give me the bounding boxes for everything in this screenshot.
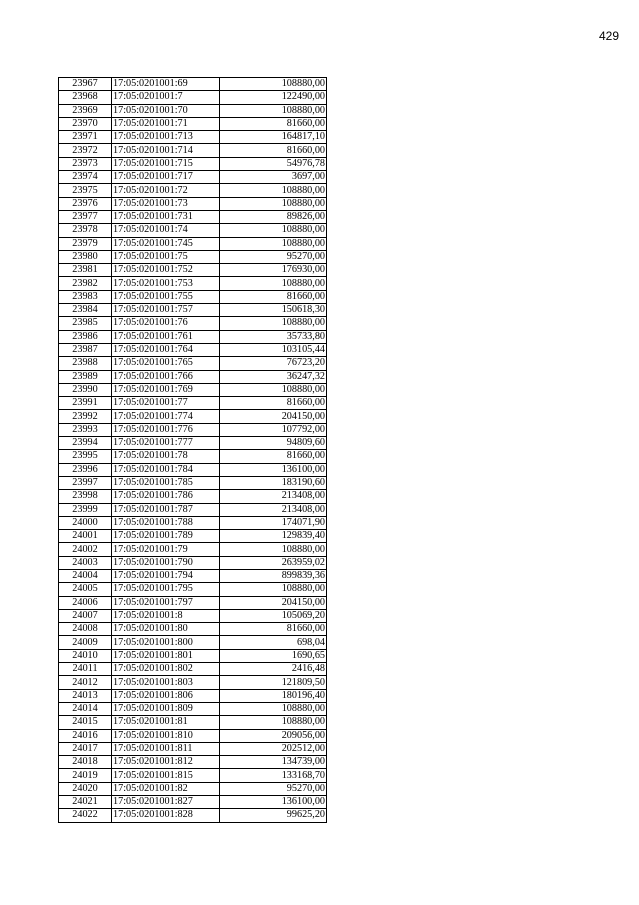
cadastral-value-cell: 108880,00 — [220, 104, 327, 117]
table-row — [59, 117, 327, 130]
row-number-cell: 23976 — [59, 197, 112, 210]
cadastral-number-cell: 17:05:0201001:769 — [112, 383, 220, 396]
cadastral-number-cell: 17:05:0201001:811 — [112, 742, 220, 755]
row-number-cell: 23979 — [59, 237, 112, 250]
table-row — [59, 516, 327, 529]
cadastral-number-cell: 17:05:0201001:76 — [112, 317, 220, 330]
page-number: 429 — [598, 29, 619, 43]
table-row — [59, 796, 327, 809]
table-row — [59, 410, 327, 423]
cadastral-number-cell: 17:05:0201001:77 — [112, 397, 220, 410]
cadastral-number-cell: 17:05:0201001:786 — [112, 490, 220, 503]
row-number-cell: 23998 — [59, 490, 112, 503]
cadastral-number-cell: 17:05:0201001:764 — [112, 343, 220, 356]
table-row — [59, 689, 327, 702]
cadastral-number-cell: 17:05:0201001:812 — [112, 756, 220, 769]
cadastral-number-cell: 17:05:0201001:715 — [112, 157, 220, 170]
table-row — [59, 343, 327, 356]
table-row — [59, 397, 327, 410]
cadastral-value-cell: 81660,00 — [220, 623, 327, 636]
cadastral-number-cell: 17:05:0201001:809 — [112, 702, 220, 715]
table-row — [59, 463, 327, 476]
cadastral-number-cell: 17:05:0201001:784 — [112, 463, 220, 476]
cadastral-value-cell: 122490,00 — [220, 91, 327, 104]
cadastral-value-cell: 183190,60 — [220, 476, 327, 489]
cadastral-value-cell: 81660,00 — [220, 117, 327, 130]
cadastral-value-cell: 95270,00 — [220, 250, 327, 263]
table-row — [59, 144, 327, 157]
row-number-cell: 23999 — [59, 503, 112, 516]
cadastral-value-cell: 136100,00 — [220, 463, 327, 476]
cadastral-value-cell: 1690,65 — [220, 649, 327, 662]
cadastral-value-cell: 2416,48 — [220, 663, 327, 676]
table-row — [59, 556, 327, 569]
cadastral-number-cell: 17:05:0201001:827 — [112, 796, 220, 809]
cadastral-value-cell: 108880,00 — [220, 184, 327, 197]
cadastral-value-cell: 108880,00 — [220, 224, 327, 237]
cadastral-number-cell: 17:05:0201001:82 — [112, 782, 220, 795]
table-row — [59, 702, 327, 715]
table-row — [59, 476, 327, 489]
cadastral-value-cell: 94809,60 — [220, 437, 327, 450]
cadastral-number-cell: 17:05:0201001:80 — [112, 623, 220, 636]
table-row — [59, 131, 327, 144]
table-row — [59, 210, 327, 223]
row-number-cell: 23971 — [59, 131, 112, 144]
cadastral-number-cell: 17:05:0201001:79 — [112, 543, 220, 556]
row-number-cell: 23972 — [59, 144, 112, 157]
row-number-cell: 24001 — [59, 530, 112, 543]
row-number-cell: 23990 — [59, 383, 112, 396]
cadastral-number-cell: 17:05:0201001:803 — [112, 676, 220, 689]
row-number-cell: 23985 — [59, 317, 112, 330]
cadastral-value-cell: 36247,32 — [220, 370, 327, 383]
cadastral-number-cell: 17:05:0201001:794 — [112, 569, 220, 582]
table-row — [59, 357, 327, 370]
table-row — [59, 237, 327, 250]
cadastral-value-cell: 174071,90 — [220, 516, 327, 529]
row-number-cell: 24020 — [59, 782, 112, 795]
cadastral-value-cell: 136100,00 — [220, 796, 327, 809]
cadastral-value-cell: 129839,40 — [220, 530, 327, 543]
cadastral-number-cell: 17:05:0201001:774 — [112, 410, 220, 423]
table-row — [59, 184, 327, 197]
cadastral-number-cell: 17:05:0201001:7 — [112, 91, 220, 104]
row-number-cell: 23987 — [59, 343, 112, 356]
cadastral-value-cell: 133168,70 — [220, 769, 327, 782]
table-row — [59, 583, 327, 596]
cadastral-number-cell: 17:05:0201001:802 — [112, 663, 220, 676]
cadastral-number-cell: 17:05:0201001:789 — [112, 530, 220, 543]
table-row — [59, 742, 327, 755]
cadastral-value-cell: 899839,36 — [220, 569, 327, 582]
cadastral-value-cell: 105069,20 — [220, 609, 327, 622]
cadastral-number-cell: 17:05:0201001:755 — [112, 290, 220, 303]
cadastral-value-cell: 89826,00 — [220, 210, 327, 223]
table-row — [59, 503, 327, 516]
row-number-cell: 24021 — [59, 796, 112, 809]
row-number-cell: 23983 — [59, 290, 112, 303]
cadastral-value-cell: 164817,10 — [220, 131, 327, 144]
row-number-cell: 23980 — [59, 250, 112, 263]
cadastral-number-cell: 17:05:0201001:69 — [112, 78, 220, 91]
table-row — [59, 676, 327, 689]
cadastral-number-cell: 17:05:0201001:797 — [112, 596, 220, 609]
cadastral-value-cell: 95270,00 — [220, 782, 327, 795]
row-number-cell: 24013 — [59, 689, 112, 702]
row-number-cell: 23993 — [59, 423, 112, 436]
row-number-cell: 23974 — [59, 171, 112, 184]
row-number-cell: 23984 — [59, 304, 112, 317]
cadastral-number-cell: 17:05:0201001:752 — [112, 264, 220, 277]
table-row — [59, 264, 327, 277]
cadastral-number-cell: 17:05:0201001:70 — [112, 104, 220, 117]
row-number-cell: 23989 — [59, 370, 112, 383]
table-row — [59, 91, 327, 104]
cadastral-value-cell: 202512,00 — [220, 742, 327, 755]
cadastral-value-cell: 108880,00 — [220, 277, 327, 290]
cadastral-number-cell: 17:05:0201001:785 — [112, 476, 220, 489]
row-number-cell: 24022 — [59, 809, 112, 822]
row-number-cell: 23978 — [59, 224, 112, 237]
row-number-cell: 23970 — [59, 117, 112, 130]
cadastral-number-cell: 17:05:0201001:810 — [112, 729, 220, 742]
table-row — [59, 290, 327, 303]
cadastral-number-cell: 17:05:0201001:713 — [112, 131, 220, 144]
row-number-cell: 23994 — [59, 437, 112, 450]
cadastral-value-cell: 176930,00 — [220, 264, 327, 277]
row-number-cell: 24018 — [59, 756, 112, 769]
table-row — [59, 197, 327, 210]
cadastral-value-cell: 108880,00 — [220, 197, 327, 210]
cadastral-number-cell: 17:05:0201001:790 — [112, 556, 220, 569]
table-row — [59, 157, 327, 170]
table-row — [59, 782, 327, 795]
cadastral-number-cell: 17:05:0201001:806 — [112, 689, 220, 702]
cadastral-number-cell: 17:05:0201001:765 — [112, 357, 220, 370]
cadastral-value-cell: 99625,20 — [220, 809, 327, 822]
row-number-cell: 24005 — [59, 583, 112, 596]
row-number-cell: 24016 — [59, 729, 112, 742]
row-number-cell: 24000 — [59, 516, 112, 529]
cadastral-number-cell: 17:05:0201001:73 — [112, 197, 220, 210]
table-row — [59, 437, 327, 450]
row-number-cell: 23973 — [59, 157, 112, 170]
row-number-cell: 23992 — [59, 410, 112, 423]
table-row — [59, 171, 327, 184]
cadastral-number-cell: 17:05:0201001:801 — [112, 649, 220, 662]
row-number-cell: 23982 — [59, 277, 112, 290]
row-number-cell: 23968 — [59, 91, 112, 104]
cadastral-value-cell: 209056,00 — [220, 729, 327, 742]
cadastral-number-cell: 17:05:0201001:81 — [112, 716, 220, 729]
row-number-cell: 23995 — [59, 450, 112, 463]
cadastral-number-cell: 17:05:0201001:75 — [112, 250, 220, 263]
cadastral-value-cell: 81660,00 — [220, 290, 327, 303]
row-number-cell: 24008 — [59, 623, 112, 636]
table-row — [59, 104, 327, 117]
cadastral-number-cell: 17:05:0201001:72 — [112, 184, 220, 197]
table-row — [59, 383, 327, 396]
table-row — [59, 330, 327, 343]
cadastral-number-cell: 17:05:0201001:776 — [112, 423, 220, 436]
cadastral-value-cell: 76723,20 — [220, 357, 327, 370]
cadastral-value-cell: 103105,44 — [220, 343, 327, 356]
cadastral-number-cell: 17:05:0201001:766 — [112, 370, 220, 383]
table-row — [59, 729, 327, 742]
table-body — [59, 78, 327, 823]
table-row — [59, 277, 327, 290]
cadastral-value-cell: 35733,80 — [220, 330, 327, 343]
row-number-cell: 24019 — [59, 769, 112, 782]
cadastral-value-cell: 81660,00 — [220, 450, 327, 463]
row-number-cell: 24009 — [59, 636, 112, 649]
cadastral-value-cell: 204150,00 — [220, 596, 327, 609]
row-number-cell: 23969 — [59, 104, 112, 117]
table-row — [59, 304, 327, 317]
cadastral-value-cell: 108880,00 — [220, 716, 327, 729]
table-row — [59, 596, 327, 609]
cadastral-value-cell: 81660,00 — [220, 397, 327, 410]
table-row — [59, 809, 327, 822]
table-row — [59, 756, 327, 769]
cadastral-value-cell: 108880,00 — [220, 702, 327, 715]
table-row — [59, 769, 327, 782]
row-number-cell: 24014 — [59, 702, 112, 715]
cadastral-number-cell: 17:05:0201001:717 — [112, 171, 220, 184]
table-row — [59, 716, 327, 729]
cadastral-value-cell: 204150,00 — [220, 410, 327, 423]
table-row — [59, 609, 327, 622]
cadastral-value-cell: 81660,00 — [220, 144, 327, 157]
cadastral-number-cell: 17:05:0201001:787 — [112, 503, 220, 516]
cadastral-value-cell: 107792,00 — [220, 423, 327, 436]
table-row — [59, 224, 327, 237]
cadastral-number-cell: 17:05:0201001:753 — [112, 277, 220, 290]
cadastral-number-cell: 17:05:0201001:815 — [112, 769, 220, 782]
table-row — [59, 649, 327, 662]
cadastral-number-cell: 17:05:0201001:714 — [112, 144, 220, 157]
table-row — [59, 317, 327, 330]
row-number-cell: 24002 — [59, 543, 112, 556]
table-row — [59, 636, 327, 649]
row-number-cell: 23997 — [59, 476, 112, 489]
cadastral-value-cell: 108880,00 — [220, 543, 327, 556]
table-row — [59, 530, 327, 543]
cadastral-number-cell: 17:05:0201001:8 — [112, 609, 220, 622]
row-number-cell: 23967 — [59, 78, 112, 91]
row-number-cell: 23986 — [59, 330, 112, 343]
table-row — [59, 623, 327, 636]
table-row — [59, 569, 327, 582]
table-row — [59, 663, 327, 676]
table-row — [59, 423, 327, 436]
cadastral-number-cell: 17:05:0201001:800 — [112, 636, 220, 649]
cadastral-number-cell: 17:05:0201001:757 — [112, 304, 220, 317]
cadastral-number-cell: 17:05:0201001:761 — [112, 330, 220, 343]
table-row — [59, 543, 327, 556]
row-number-cell: 23981 — [59, 264, 112, 277]
row-number-cell: 23996 — [59, 463, 112, 476]
cadastral-value-table — [58, 77, 327, 823]
cadastral-number-cell: 17:05:0201001:745 — [112, 237, 220, 250]
cadastral-number-cell: 17:05:0201001:731 — [112, 210, 220, 223]
cadastral-number-cell: 17:05:0201001:828 — [112, 809, 220, 822]
row-number-cell: 23991 — [59, 397, 112, 410]
row-number-cell: 24003 — [59, 556, 112, 569]
cadastral-value-cell: 54976,78 — [220, 157, 327, 170]
cadastral-value-cell: 134739,00 — [220, 756, 327, 769]
cadastral-value-cell: 180196,40 — [220, 689, 327, 702]
cadastral-value-cell: 108880,00 — [220, 583, 327, 596]
cadastral-value-cell: 108880,00 — [220, 383, 327, 396]
cadastral-value-cell: 108880,00 — [220, 78, 327, 91]
cadastral-value-cell: 150618,30 — [220, 304, 327, 317]
cadastral-number-cell: 17:05:0201001:71 — [112, 117, 220, 130]
cadastral-value-cell: 213408,00 — [220, 503, 327, 516]
cadastral-value-cell: 263959,02 — [220, 556, 327, 569]
cadastral-value-cell: 213408,00 — [220, 490, 327, 503]
cadastral-value-cell: 698,04 — [220, 636, 327, 649]
table-row — [59, 490, 327, 503]
cadastral-number-cell: 17:05:0201001:74 — [112, 224, 220, 237]
table-row — [59, 450, 327, 463]
row-number-cell: 23977 — [59, 210, 112, 223]
cadastral-number-cell: 17:05:0201001:795 — [112, 583, 220, 596]
row-number-cell: 24015 — [59, 716, 112, 729]
cadastral-number-cell: 17:05:0201001:777 — [112, 437, 220, 450]
row-number-cell: 24012 — [59, 676, 112, 689]
row-number-cell: 24004 — [59, 569, 112, 582]
cadastral-number-cell: 17:05:0201001:788 — [112, 516, 220, 529]
row-number-cell: 23988 — [59, 357, 112, 370]
cadastral-value-cell: 108880,00 — [220, 317, 327, 330]
row-number-cell: 24007 — [59, 609, 112, 622]
row-number-cell: 24011 — [59, 663, 112, 676]
table-row — [59, 370, 327, 383]
table-row — [59, 250, 327, 263]
cadastral-number-cell: 17:05:0201001:78 — [112, 450, 220, 463]
row-number-cell: 24017 — [59, 742, 112, 755]
row-number-cell: 24006 — [59, 596, 112, 609]
cadastral-value-cell: 3697,00 — [220, 171, 327, 184]
table-row — [59, 78, 327, 91]
cadastral-value-cell: 108880,00 — [220, 237, 327, 250]
row-number-cell: 23975 — [59, 184, 112, 197]
cadastral-value-cell: 121809,50 — [220, 676, 327, 689]
row-number-cell: 24010 — [59, 649, 112, 662]
